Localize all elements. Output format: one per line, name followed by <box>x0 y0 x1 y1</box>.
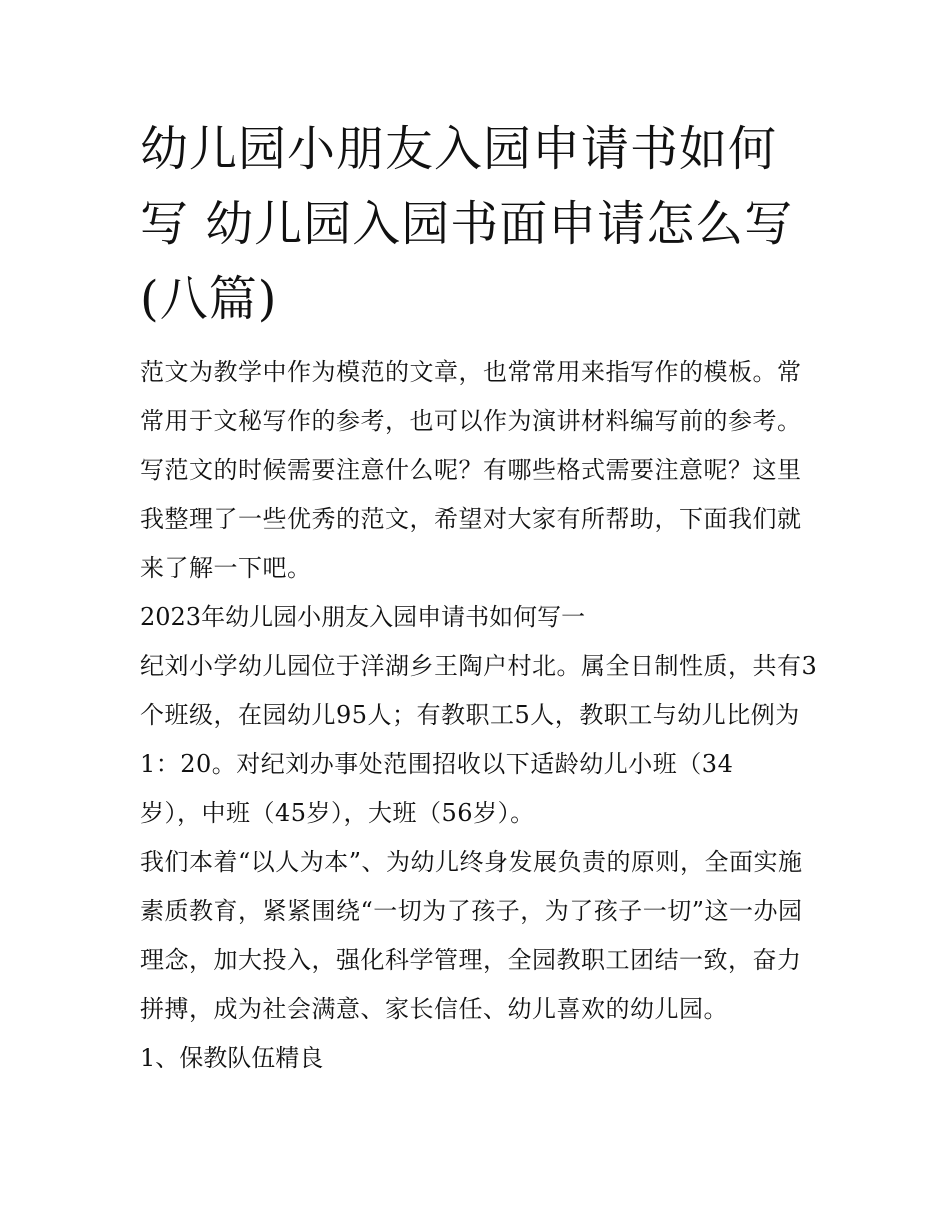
document-page <box>140 112 820 1083</box>
paragraph-1b: 岁），中班（45岁），大班（56岁）。 <box>140 799 535 827</box>
document-title: 幼儿园小朋友入园申请书如何写 幼儿园入园书面申请怎么写(八篇) <box>140 121 794 327</box>
paragraph-2: 我们本着“以人为本”、为幼儿终身发展负责的原则，全面实施素质教育，紧紧围绕“一切为了孩子，为了孩子一切”这一办园理念，加大投入，强化科学管理，全园教职工团结一致，奋力拼搏，成为社会满意、家长信任、幼儿喜欢的幼儿园。 <box>140 848 803 1023</box>
intro-paragraph: 范文为教学中作为模范的文章，也常常用来指写作的模板。常常用于文秘写作的参考，也可以作为演讲材料编写前的参考。写范文的时候需要注意什么呢？有哪些格式需要注意呢？这里我整理了一些优秀的范文，希望对大家有所帮助，下面我们就来了解一下吧。 <box>140 358 802 582</box>
paragraph-1a: 纪刘小学幼儿园位于洋湖乡王陶户村北。属全日制性质，共有3个班级，在园幼儿95人；有教职工5人，教职工与幼儿比例为1：20。对纪刘办事处范围招收以下适龄幼儿小班（34 <box>140 652 818 778</box>
subheading-1: 1、保教队伍精良 <box>140 1044 324 1072</box>
section-heading: 2023年幼儿园小朋友入园申请书如何写一 <box>140 603 586 631</box>
